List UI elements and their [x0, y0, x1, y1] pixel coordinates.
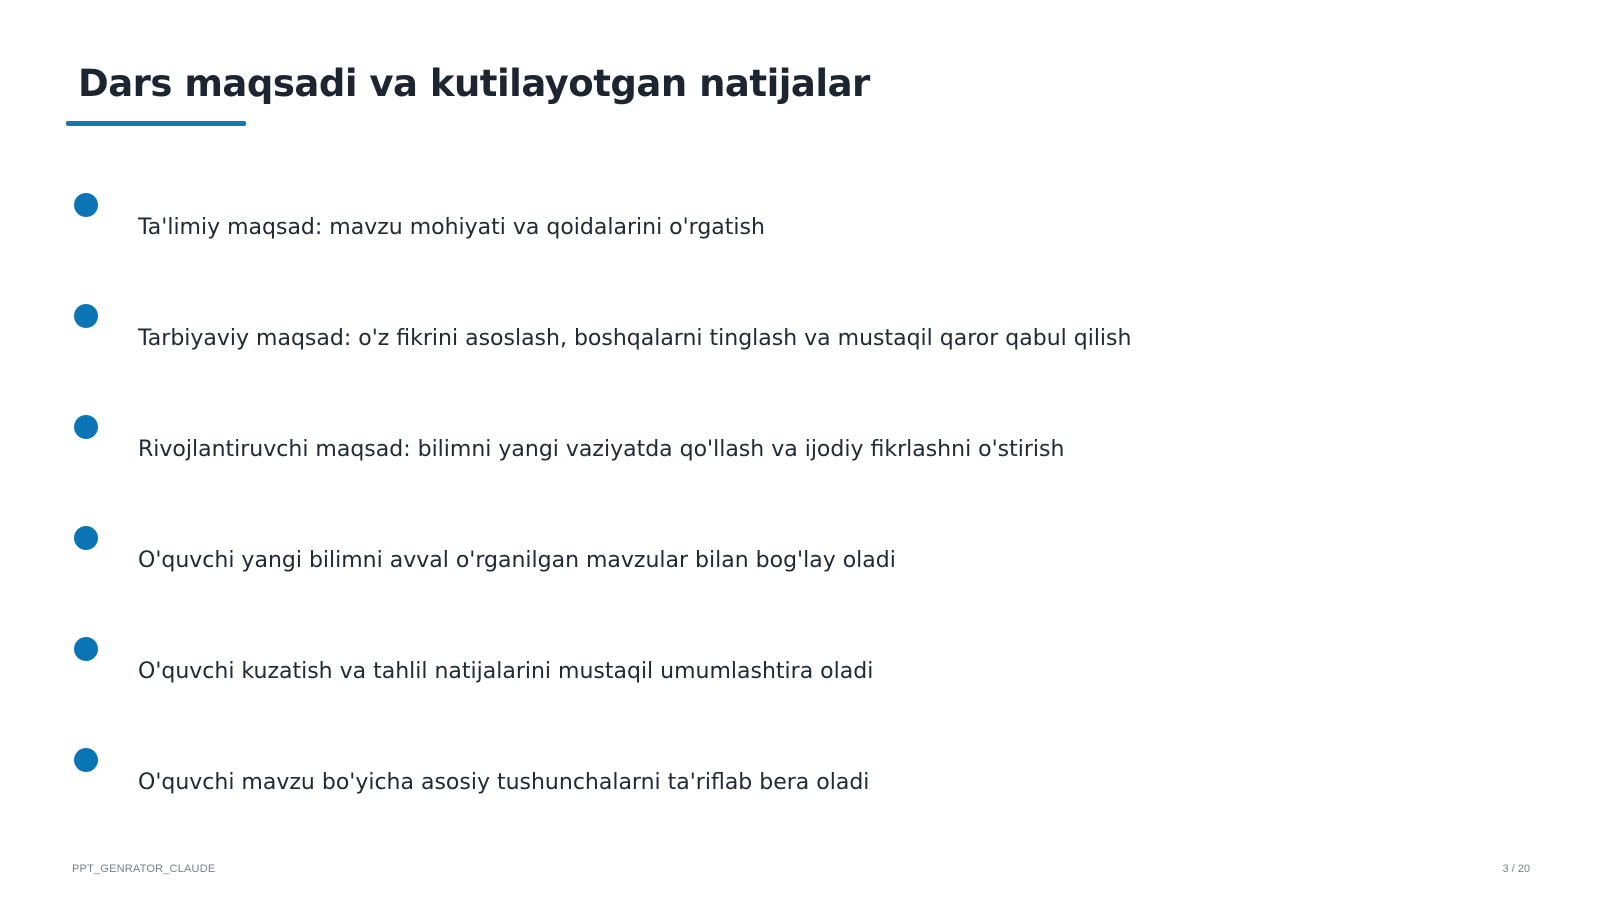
bullet-item — [0, 748, 1600, 808]
bullet-dot-icon — [74, 304, 98, 328]
bullet-dot-icon — [74, 748, 98, 772]
bullet-item — [0, 304, 1600, 364]
footer-source: PPT_GENRATOR_CLAUDE — [72, 863, 216, 875]
bullet-dot-icon — [74, 637, 98, 661]
bullet-item — [0, 415, 1600, 475]
bullet-item — [0, 193, 1600, 253]
bullet-text: O'quvchi yangi bilimni avval o'rganilgan mavzular bilan bog'lay oladi — [138, 548, 896, 573]
bullet-text: Ta'limiy maqsad: mavzu mohiyati va qoidalarini o'rgatish — [138, 215, 765, 240]
bullet-text: O'quvchi mavzu bo'yicha asosiy tushunchalarni ta'riflab bera oladi — [138, 770, 870, 795]
bullet-text: O'quvchi kuzatish va tahlil natijalarini mustaqil umumlashtira oladi — [138, 659, 874, 684]
slide-title: Dars maqsadi va kutilayotgan natijalar — [78, 62, 870, 105]
bullet-item — [0, 637, 1600, 697]
page-number: 3 / 20 — [1502, 863, 1530, 875]
bullet-dot-icon — [74, 526, 98, 550]
bullet-dot-icon — [74, 193, 98, 217]
bullet-item — [0, 526, 1600, 586]
bullet-text: Rivojlantiruvchi maqsad: bilimni yangi vaziyatda qo'llash va ijodiy fikrlashni o'stirish — [138, 437, 1065, 462]
bullet-dot-icon — [74, 415, 98, 439]
bullet-text: Tarbiyaviy maqsad: o'z fikrini asoslash, boshqalarni tinglash va mustaqil qaror qabul qilish — [138, 326, 1132, 351]
